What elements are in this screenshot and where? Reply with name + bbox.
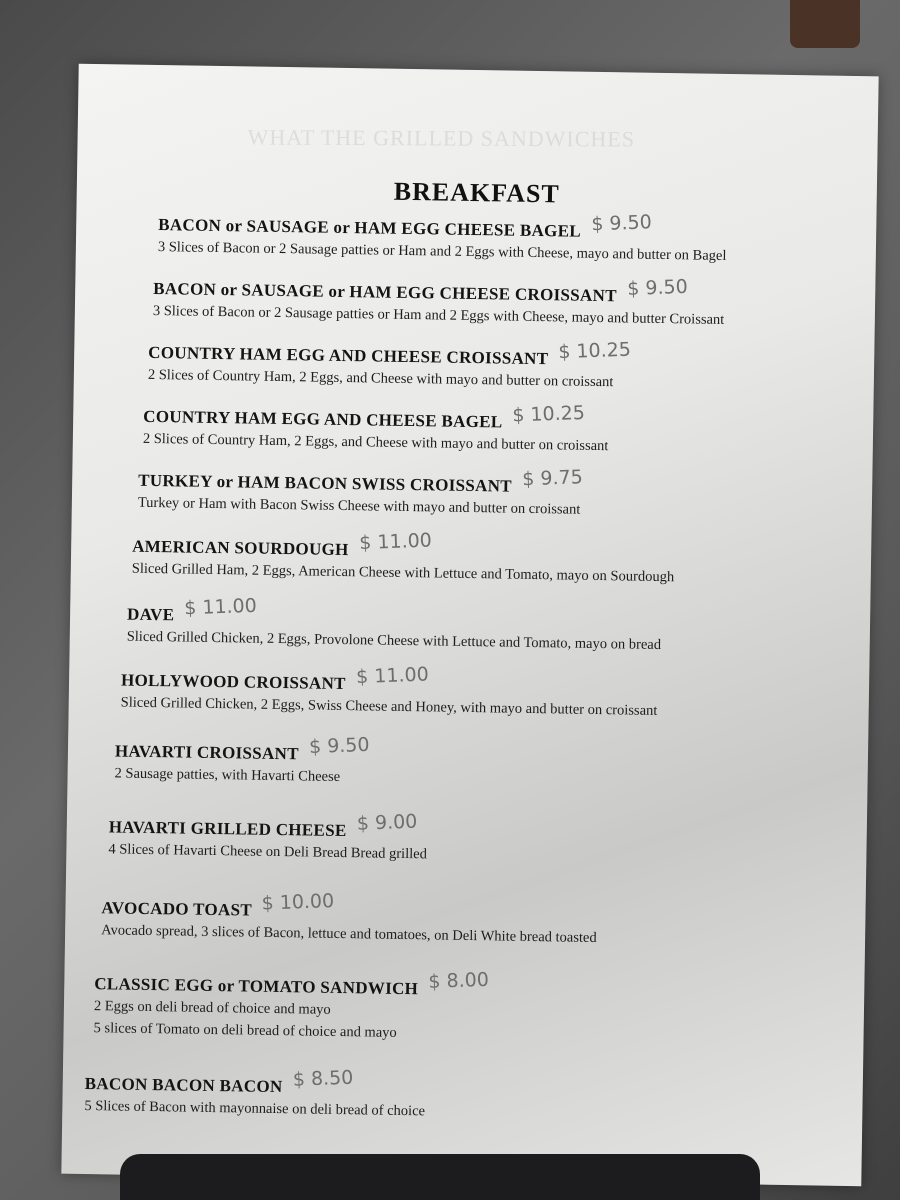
item-description: 2 Slices of Country Ham, 2 Eggs, and Cheese with mayo and butter on croissant (147, 366, 614, 391)
item-description: 2 Slices of Country Ham, 2 Eggs, and Cheese with mayo and butter on croissant (142, 430, 609, 455)
item-name: BACON or SAUSAGE or HAM EGG CHEESE BAGEL (158, 215, 582, 241)
item-name: BACON or SAUSAGE or HAM EGG CHEESE CROISSANT (153, 278, 617, 306)
item-price: $ 10.25 (512, 401, 586, 427)
item-price: $ 9.50 (626, 275, 688, 300)
menu-item-classic-egg-tomato (93, 968, 874, 1049)
item-description: Sliced Grilled Ham, 2 Eggs, American Cheese with Lettuce and Tomato, mayo on Sourdough (131, 560, 675, 586)
item-price: $ 11.00 (358, 529, 432, 555)
item-name: DAVE (126, 604, 175, 625)
menu-item-avocado-toast (101, 890, 879, 951)
menu-item-turkey-croissant (137, 466, 879, 524)
item-name: HAVARTI CROISSANT (114, 741, 299, 764)
item-price: $ 10.25 (558, 338, 632, 364)
table-surface (790, 0, 860, 48)
item-description: Sliced Grilled Chicken, 2 Eggs, Provolone Cheese with Lettuce and Tomato, mayo on bread (126, 628, 662, 654)
fabric-edge (120, 1154, 760, 1200)
menu-item-country-ham-bagel (142, 401, 879, 460)
item-description: 2 Eggs on deli bread of choice and mayo (93, 998, 331, 1018)
menu-item-dave (126, 594, 879, 658)
item-description: 4 Slices of Havarti Cheese on Deli Bread Bread grilled (108, 841, 428, 863)
item-description: Turkey or Ham with Bacon Swiss Cheese with mayo and butter on croissant (137, 494, 581, 518)
item-description: 5 Slices of Bacon with mayonnaise on deli bread of choice (84, 1098, 426, 1120)
item-description: 3 Slices of Bacon or 2 Sausage patties or Ham and 2 Eggs with Cheese, mayo and butter on Bagel (157, 239, 727, 264)
menu-item-havarti-croissant (114, 733, 878, 794)
item-name: AMERICAN SOURDOUGH (132, 536, 349, 560)
item-price: $ 9.50 (308, 733, 370, 759)
item-name: HAVARTI GRILLED CHEESE (108, 817, 347, 841)
item-name: BACON BACON BACON (84, 1074, 283, 1097)
item-name: CLASSIC EGG or TOMATO SANDWICH (94, 974, 419, 999)
item-price: $ 11.00 (355, 663, 429, 689)
item-price: $ 9.50 (590, 211, 652, 236)
menu-item-american-sourdough (131, 529, 879, 590)
menu-item-bacon-bagel (158, 213, 879, 268)
item-price: $ 8.50 (292, 1066, 354, 1091)
item-description-2: 5 slices of Tomato on deli bread of choice and mayo (93, 1020, 397, 1041)
item-name: COUNTRY HAM EGG AND CHEESE BAGEL (143, 406, 503, 432)
item-name: COUNTRY HAM EGG AND CHEESE CROISSANT (148, 342, 549, 369)
menu-item-country-ham-croissant (147, 338, 879, 396)
item-name: TURKEY or HAM BACON SWISS CROISSANT (138, 470, 513, 496)
item-description: Avocado spread, 3 slices of Bacon, lettuce and tomatoes, on Deli White bread toasted (101, 922, 597, 947)
menu-title: BREAKFAST (393, 176, 561, 209)
item-description: 2 Sausage patties, with Havarti Cheese (114, 765, 341, 785)
item-description: Sliced Grilled Chicken, 2 Eggs, Swiss Cheese and Honey, with mayo and butter on croissant (120, 694, 658, 719)
menu-item-havarti-grilled-cheese (108, 810, 878, 870)
item-price: $ 11.00 (184, 594, 258, 620)
item-name: AVOCADO TOAST (101, 898, 253, 920)
menu-sheet (61, 64, 878, 1186)
menu-item-hollywood-croissant (120, 663, 879, 724)
item-price: $ 9.00 (356, 810, 418, 835)
menu-item-bacon-croissant (153, 277, 879, 332)
item-price: $ 8.00 (427, 968, 490, 993)
menu-items (76, 211, 876, 1120)
menu-item-bacon-bacon-bacon (84, 1066, 865, 1127)
bleed-through-text: WHAT THE GRILLED SANDWICHES (247, 124, 636, 152)
item-description: 3 Slices of Bacon or 2 Sausage patties or Ham and 2 Eggs with Cheese, mayo and butter Croissant (152, 302, 725, 328)
item-price: $ 9.75 (521, 466, 583, 491)
item-name: HOLLYWOOD CROISSANT (120, 670, 346, 694)
item-price: $ 10.00 (261, 890, 336, 915)
